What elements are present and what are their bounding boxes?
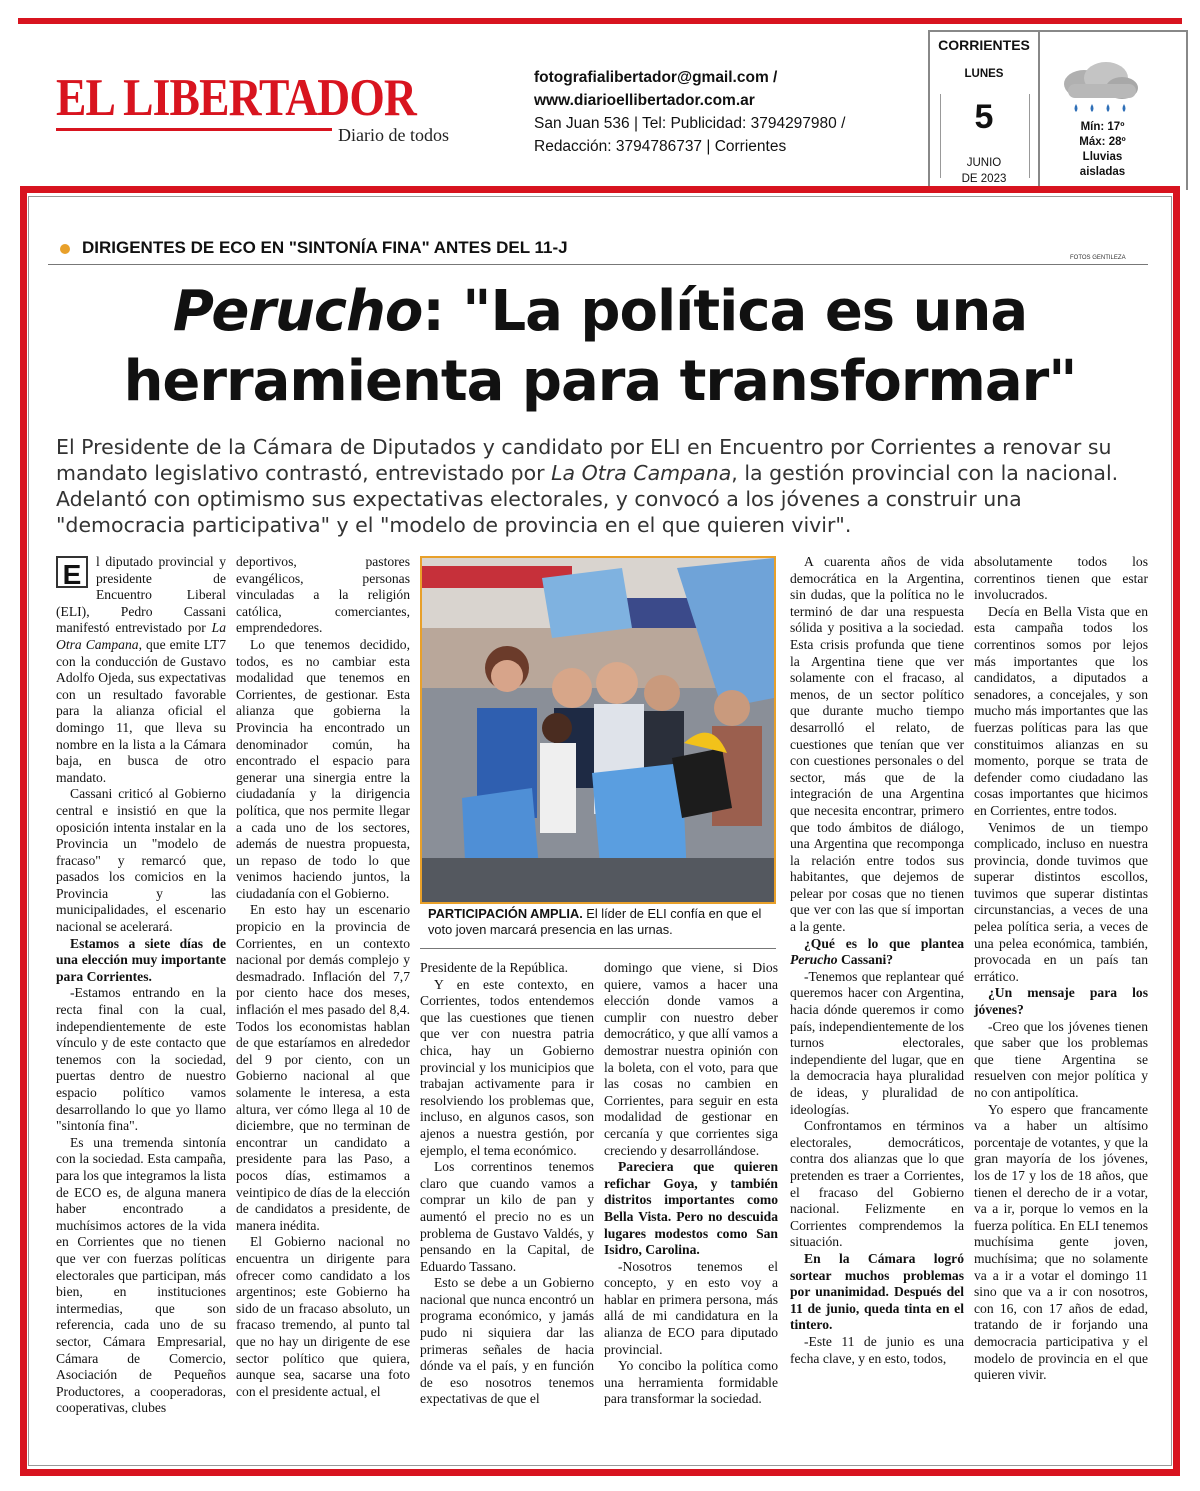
date-month-year: [930, 155, 1038, 187]
column-6-paragraph-2: Decía en Bella Vista que en esta campaña todos los correntinos somos por lejos más importantes que los candidatos, a diputados a senadores, a concejales, y son mucho más importantes que las fuerzas políticas para las que constituimos alianzas en su momento, porque se trata de defender como ciudadano las cosas importantes que hicimos en Corrientes, entre todos.: [974, 603, 1148, 818]
column-6-paragraph-1: absolutamente todos los correntinos tienen que estar involucrados.: [974, 554, 1148, 603]
column-3-paragraph-2: Y en este contexto, en Corrientes, todos entendemos que las cuestiones que tienen que ver con nuestra patria chica, hay un Gobierno provincial y los municipios que trabajan activamente para ir resolviendo los problemas que, incluso, en algunos casos, son ajenos a nuestra gestión, por ejemplo, el tema económico.: [420, 976, 594, 1158]
masthead-logo: [56, 68, 456, 152]
column-5-question-1: [790, 936, 964, 969]
photo-caption: [428, 906, 774, 938]
column-1-question-1: Estamos a siete días de una elección muy importante para Corrientes.: [56, 935, 226, 984]
kicker-text: DIRIGENTES DE ECO EN "SINTONÍA FINA" ANTES DEL 11-J: [82, 238, 568, 257]
article-headline: [48, 277, 1152, 417]
lead-part-1: El Presidente de la Cámara de Diputados y candidato por ELI en Encuentro por Corrientes a renovar su mandato legislativo contrastó, entrevistado por: [56, 435, 1112, 485]
date-month: JUNIO: [966, 157, 1002, 169]
weather-condition-1: Lluvias: [1082, 151, 1123, 163]
column-2-paragraph-4: El Gobierno nacional no encuentra un dirigente para ofrecer como candidato a los argentinos; este Gobierno ha sido de un fracaso absoluto, un fracaso tremendo, al punto tal que no hay un dirigente de ese sector político que quiera, aunque sea, sacarse una foto con el presidente actual, el: [236, 1234, 410, 1399]
article-lead: [56, 434, 1148, 538]
article-column-6: [974, 554, 1148, 1384]
weather-condition-2: aisladas: [1079, 166, 1126, 178]
col1-p1b: , que emite LT7 con la conducción de Gustavo Adolfo Ojeda, sus expectativas con un resultado favorable para la alianza oficial el domingo 11, que lleva su nombre en la lista a la Cámara baja, en busca de otro mandato.: [56, 636, 227, 785]
masthead-underline: [56, 128, 332, 131]
article-column-4: [604, 960, 778, 1408]
lead-part-2: , la gestión provincial con la nacional. Adelantó con optimismo sus expectativas electorales, y convocó a los jóvenes a construir una "democracia participativa" y el "modelo de provincia en el que quieren vivir".: [56, 461, 1119, 537]
masthead-tagline: Diario de todos: [338, 125, 449, 145]
column-6-paragraph-5: Yo espero que francamente va a haber un altísimo porcentaje de votantes, y que la gran mayoría de los jóvenes, los de 17 y los de 18 años, que tienen el derecho de ir a votar, va a ir, porque lo vemos en la fuerza política. En ELI tenemos muchísima gente joven, muchísima; que no solamente va a ir a votar el domingo 11 sino que va a ir con nosotros, con 16, con 17 años de edad, tratando de ir forjando una democracia participativa y el modelo de provincia en el que quieren vivir.: [974, 1101, 1148, 1383]
column-2-paragraph-1: deportivos, pastores evangélicos, personas vinculadas a la religión católica, comerciantes, emprendedores.: [236, 554, 410, 636]
headline-line-2: herramienta para transformar": [123, 349, 1077, 414]
article-column-1: [56, 554, 226, 1417]
date-year: DE 2023: [961, 173, 1007, 185]
column-4-question-1: Pareciera que quieren refichar Goya, y también distritos importantes como Bella Vista. Pero no descuida lugares modestos como San Isidro, Carolina.: [604, 1159, 778, 1258]
weather-panel: [1038, 32, 1188, 190]
contact-email: fotografialibertador@gmail.com /: [534, 69, 778, 86]
column-6-question-1: ¿Un mensaje para los jóvenes?: [974, 985, 1148, 1018]
column-6-paragraph-4: -Creo que los jóvenes tienen que saber que los problemas que tiene Argentina se resuelven con mejor política y no con antipolítica.: [974, 1018, 1148, 1100]
column-6-paragraph-3: Venimos de un tiempo complicado, incluso en nuestra provincia, donde tuvimos que superar distintos escollos, tuvimos que superar distintas circunstancias, a veces de una pelea política seria, a veces de una pelea económica, también, provocada en un país tan errático.: [974, 819, 1148, 984]
column-4-paragraph-3: Yo concibo la política como una herramienta formidable para transformar la sociedad.: [604, 1358, 778, 1407]
photo-credit: FOTOS GENTILEZA: [1070, 255, 1126, 261]
drop-cap: E: [56, 556, 88, 588]
column-5-paragraph-4: -Este 11 de junio es una fecha clave, y en esto, todos,: [790, 1333, 964, 1366]
col5-q1b: Cassani?: [837, 952, 894, 968]
article-kicker: [60, 238, 568, 258]
contact-website: www.diarioellibertador.com.ar: [534, 92, 755, 109]
col1-p1-italic: La Otra Campana: [56, 620, 226, 652]
contact-address: San Juan 536 | Tel: Publicidad: 3794297980 /: [534, 115, 846, 132]
kicker-bullet-icon: [60, 244, 70, 254]
headline-line-1-rest: : "La política es una: [422, 279, 1028, 344]
column-2-paragraph-3: En esto hay un escenario propicio en la provincia de Corrientes, en un contexto nacional por demás complejo y desmadrado. Inflación del 7,7 por ciento hace dos meses, inflación el mes pasado del 8,4. Todos los economistas hablan de que estaríamos en alrededor del 9 por ciento, con un Gobierno nacional al que solamente le interesa, a esta altura, ver cómo llega al 10 de diciembre, que no terminan de encontrar un candidato a presidente para las Paso, a pocos días, estimamos a veintipico de días de la elección de candidatos a presidente, de manera inédita.: [236, 902, 411, 1233]
headline-line-1: [48, 277, 1152, 347]
column-5-paragraph-1: A cuarenta años de vida democrática en la Argentina, sin dudas, que la política no le terminó de dar una respuesta sólida y positiva a la sociedad. Esta crisis profunda que tiene la Argentina tiene que ver solamente con el fracaso, al menos, de un sector político que durante mucho tiempo desarrolló el relato, de cuestiones que tenían que ver con cuestiones personales o del sector, más que de la integración de una Argentina que necesita encontrar, primero que todo ámbitos de diálogo, una Argentina que recomponga la relación entre todos sus habitantes, que dejemos de pelear por cosas que no tienen que ver con las que sí importan a la gente.: [790, 554, 964, 935]
column-1-paragraph-2: Cassani criticó al Gobierno central e insistió en que la oposición intenta instalar en la Provincia un "modelo de fracaso" y remarcó que, pasados los comicios en la Provincia y las municipalidades, el escenario nacional se acelerará.: [56, 786, 226, 935]
article-column-3: [420, 960, 594, 1408]
caption-text: El líder de ELI confía en que el voto joven marcará presencia en las urnas.: [428, 906, 762, 937]
masthead-name: EL LIBERTADOR: [56, 69, 416, 127]
weather-max: Máx: 28º: [1079, 136, 1126, 148]
date-day-number: 5: [974, 98, 994, 136]
weather-min: Mín: 17º: [1080, 121, 1125, 133]
col5-q1-italic: Perucho: [790, 952, 838, 968]
column-4-paragraph-2: -Nosotros tenemos el concepto, y en esto voy a hablar en primera persona, más allá de mi candidatura en la alianza de ECO para diputado provincial.: [604, 1258, 778, 1357]
article-photo: [420, 556, 776, 904]
weather-readout: [1040, 120, 1165, 180]
column-5-question-2: En la Cámara logró sortear muchos problemas por unanimidad. Después del 11 de junio, queda tinta en el tintero.: [790, 1250, 964, 1333]
caption-title: PARTICIPACIÓN AMPLIA.: [428, 906, 583, 921]
article-column-5: [790, 554, 964, 1367]
date-weekday: LUNES: [964, 68, 1004, 80]
column-2-paragraph-2: Lo que tenemos decidido, todos, es no cambiar esta modalidad que tenemos en Corrientes, de gestionar. Esta alianza que gobierna la Provincia ha encontrado un denominador común, ha encontrado el espacio para generar una sinergia entre la ciudadanía y la dirigencia política, que nos permite llegar a cada uno de los sectores, además de nuestra propuesta, un repaso de todo lo que venimos haciendo juntos, la ciudadanía con el Gobierno.: [236, 636, 410, 901]
column-1-paragraph-4: Es una tremenda sintonía con la sociedad. Esta campaña, para los que integramos la lista de ECO es, de alguna manera haber encontrado a muchísimos actores de la vida en Corrientes que no tienen que ver con fuerzas políticas electorales que participan, más bien, en instituciones intermedias, que son referencia, cada uno de su sector, Cámara Empresarial, Cámara de Comercio, Asociación de Pequeños Productores, a cooperadoras, cooperativas, clubes: [56, 1134, 226, 1416]
caption-rule: [420, 948, 776, 949]
lead-program-name: La Otra Campana: [551, 461, 732, 485]
column-3-paragraph-1: Presidente de la República.: [420, 960, 568, 975]
photo-illustration: [422, 558, 774, 902]
column-5-paragraph-2: -Tenemos que replantear qué queremos hacer con Argentina, hacia dónde queremos ir como país, independientemente de los turnos electorales, independiente del lugar, que en la democracia haya pluralidad de ideas, y pluralidad de ideologías.: [790, 968, 964, 1117]
top-red-rule: [18, 18, 1182, 24]
date-weather-box: [928, 30, 1188, 190]
contact-newsroom: Redacción: 3794786737 | Corrientes: [534, 138, 787, 155]
article-column-2: [236, 554, 410, 1400]
masthead-contact: [534, 66, 874, 158]
kicker-rule: [48, 264, 1148, 265]
col5-q1a: ¿Qué es lo que plantea: [804, 935, 964, 951]
column-1-paragraph-3: -Estamos entrando en la recta final con la cual, independientemente de este vínculo y de este contacto que tenemos con la sociedad, puertas dentro de nuestro espacio político vamos desarrollando lo que yo llamo "sintonía fina".: [56, 985, 226, 1134]
column-4-paragraph-1: domingo que viene, si Dios quiere, vamos a hacer una elección donde vamos a cumplir con nuestro deber democrático, y que allí vamos a demostrar nuestra opinión con la boleta, con el voto, para que las cosas no cambien en Corrientes, para seguir en esta modalidad de gestionar en cercanía y que corrientes siga creciendo y desarrollándose.: [604, 960, 778, 1158]
headline-name: Perucho: [172, 279, 423, 344]
column-3-paragraph-3: Los correntinos tenemos claro que cuando vamos a comprar un kilo de pan y aumentó el precio no es un problema de Gustavo Valdés, y pensando en la Capital, de Eduardo Tassano.: [420, 1159, 594, 1274]
column-3-paragraph-4: Esto se debe a un Gobierno nacional que nunca encontró un programa económico, y jamás pudo ni siquiera dar las primeras señales de hacia dónde va el país, y en función de eso nosotros tenemos expectativas de que el: [420, 1275, 594, 1407]
column-5-paragraph-3: Confrontamos en términos electorales, democráticos, contra dos alianzas que lo que pretenden es traer a Corrientes, el fracaso del Gobierno nacional. Felizmente en Corrientes comprendemos la situación.: [790, 1118, 964, 1250]
col1-p1a: l diputado provincial y presidente de Encuentro Liberal (ELI), Pedro Cassani manifestó entrevistado por: [56, 554, 226, 636]
rain-cloud-icon: [1054, 60, 1144, 118]
date-city: CORRIENTES: [938, 37, 1030, 53]
column-1-paragraph-1: [56, 554, 226, 786]
